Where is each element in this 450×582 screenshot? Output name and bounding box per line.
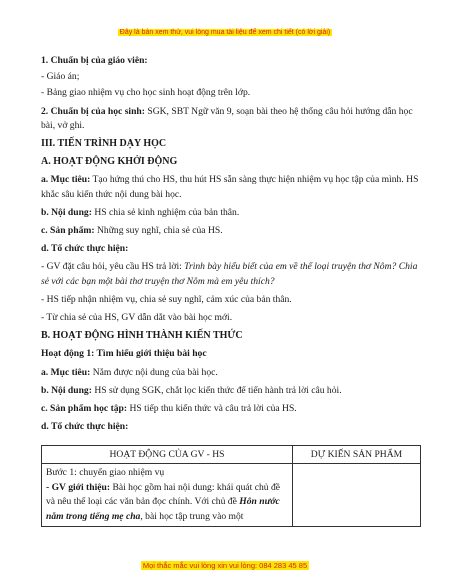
table-row <box>42 464 421 527</box>
gv-intro-label: - GV giới thiệu: <box>46 481 111 493</box>
table-cell-activities <box>42 464 293 527</box>
preview-banner-text: Đây là bản xem thử, vui lòng mua tài liệu để xem chi tiết (có lời giải) <box>119 29 331 36</box>
a-gv-question-text: Trình bày hiểu biết của em về thể loại truyện thơ Nôm? Chia sẻ với các bạn một bài thơ truyện thơ Nôm mà em yêu thích? <box>41 261 418 287</box>
activity-1-title <box>41 347 420 361</box>
contact-footer <box>0 561 450 570</box>
student-prep-label: 2. Chuẩn bị của học sinh: <box>41 105 145 117</box>
b-objective-text: Nắm được nội dung của bài học. <box>90 366 218 378</box>
a-organization <box>41 242 420 256</box>
section-a-title: A. HOẠT ĐỘNG KHỞI ĐỘNG <box>41 156 178 168</box>
teacher-prep-label: 1. Chuẩn bị của giáo viên: <box>41 55 148 66</box>
b-content-text: HS sử dụng SGK, chắt lọc kiến thức để tiến hành trả lời câu hỏi. <box>91 384 342 396</box>
student-prep-text: SGK, SBT Ngữ văn 9, soạn bài theo hệ thống câu hỏi hướng dẫn học bài, vở ghi. <box>41 105 413 131</box>
activity-table <box>41 445 421 527</box>
a-content-label: b. Nội dung: <box>41 206 92 218</box>
a-content-text: HS chia sẻ kinh nghiệm của bản thân. <box>91 206 240 218</box>
a-product <box>41 224 420 238</box>
a-product-label: c. Sản phẩm: <box>41 225 95 237</box>
b-product-label: c. Sản phẩm học tập: <box>41 403 128 415</box>
a-step2: - HS tiếp nhận nhiệm vụ, chia sẻ suy nghĩ, cảm xúc của bản thân. <box>41 293 292 305</box>
b-product <box>41 402 420 416</box>
a-objective-label: a. Mục tiêu: <box>41 174 91 186</box>
table-cell-products <box>293 464 421 527</box>
a-gv-question <box>41 260 420 288</box>
b-content-label: b. Nội dung: <box>41 384 92 396</box>
b-product-text: HS tiếp thu kiến thức và câu trả lời của HS. <box>127 403 297 415</box>
section-iii-title: III. TIẾN TRÌNH DẠY HỌC <box>41 138 167 150</box>
b-organization <box>41 420 420 434</box>
preview-banner <box>0 29 450 36</box>
contact-footer-text: Mọi thắc mắc vui lòng xin vui lòng: 084 283 45 85 <box>142 561 308 570</box>
student-prep <box>41 105 420 133</box>
b-content <box>41 384 420 398</box>
table-header: DỰ KIẾN SẢN PHẨM <box>293 446 421 464</box>
a-objective <box>41 173 420 201</box>
b-organization-label: d. Tổ chức thực hiện: <box>41 421 129 433</box>
a-product-text: Những suy nghĩ, chia sẻ của HS. <box>94 225 223 237</box>
document-body <box>41 54 420 438</box>
b-objective <box>41 366 420 380</box>
activity-1-title-text: Hoạt động 1: Tìm hiểu giới thiệu bài học <box>41 348 207 360</box>
gv-intro-topic: Hôn nước nằm trong tiếng mẹ cha <box>46 496 280 522</box>
table-header: HOẠT ĐỘNG CỦA GV - HS <box>42 446 293 464</box>
teacher-prep-item: - Giáo án; <box>41 71 80 83</box>
gv-intro-tail: , bài học tập trung vào một <box>140 510 244 522</box>
section-b-title: B. HOẠT ĐỘNG HÌNH THÀNH KIẾN THỨC <box>41 330 243 342</box>
a-step3: - Từ chia sẻ của HS, GV dẫn dắt vào bài học mới. <box>41 312 233 324</box>
b-objective-label: a. Mục tiêu: <box>41 366 91 378</box>
teacher-prep-item: - Bảng giao nhiệm vụ cho học sinh hoạt động trên lớp. <box>41 87 251 99</box>
a-objective-text: Tạo hứng thú cho HS, thu hút HS sẵn sàng thực hiện nhiệm vụ học tập của mình. HS khắc sâu kiến thức nội dung bài học. <box>41 174 419 200</box>
gv-intro-text: Bài học gồm hai nội dung: khái quát chủ đề và nêu thể loại các văn bản đọc chính. Với chủ đề <box>46 481 281 507</box>
teacher-prep <box>41 54 420 68</box>
a-organization-label: d. Tổ chức thực hiện: <box>41 243 129 255</box>
a-gv-question-lead: - GV đặt câu hỏi, yêu cầu HS trả lời: <box>41 261 185 273</box>
table-header-row <box>42 446 421 464</box>
step-1-title: Bước 1: chuyển giao nhiệm vụ <box>46 467 165 478</box>
a-content <box>41 206 420 220</box>
gv-intro <box>46 481 288 525</box>
